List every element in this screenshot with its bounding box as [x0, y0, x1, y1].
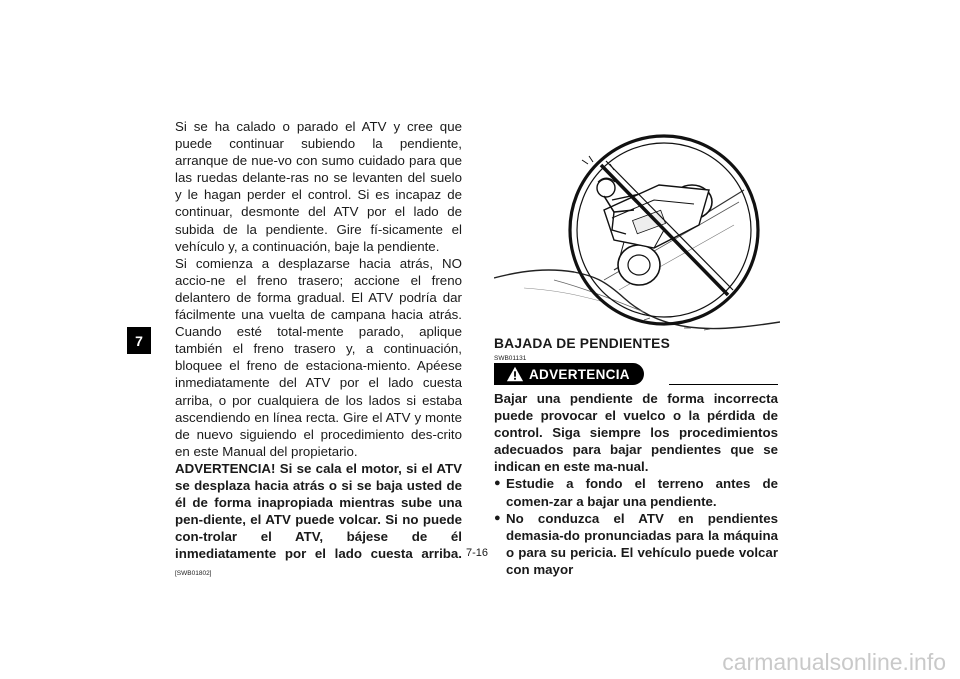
section-code: SWB01131	[494, 355, 527, 362]
watermark: carmanualsonline.info	[722, 649, 946, 675]
atv-icon	[604, 185, 712, 285]
warning-rule	[669, 384, 778, 385]
left-column	[175, 118, 462, 583]
page-number: 7-16	[466, 547, 489, 559]
warning-paragraph	[175, 460, 462, 583]
warning-label-box	[494, 363, 644, 385]
paragraph-rolling-backwards: Si comienza a desplazarse hacia atrás, NO accio-ne el freno trasero; accione el freno delantero de forma gradual. El ATV podría dar fácilmente una vuelta de campana hacia atrás. Cuando esté total-mente parado, aplique también el freno trasero y, a continuación, bloquee el freno de estaciona-miento. Apéese inmediatamente del ATV por el lado cuesta arriba, o por cualquiera de los lados si estaba ascendiendo en línea recta. Gire el ATV y monte de nuevo siguiendo el procedimiento des-crito en este Manual del propietario.	[175, 255, 462, 459]
list-item	[494, 510, 778, 578]
list-item-text: No conduzca el ATV en pendientes demasia-do pronunciadas para la máquina o para su pericia. El vehículo puede volcar con mayor	[506, 510, 778, 577]
warning-label: ADVERTENCIA	[529, 366, 630, 382]
atv-downhill-prohibited-illustration	[494, 130, 780, 342]
bullet-icon: ●	[494, 477, 501, 490]
section-title: BAJADA DE PENDIENTES	[494, 336, 670, 351]
warning-text: ADVERTENCIA! Si se cala el motor, si el ATV se desplaza hacia atrás o si se baja usted de él de forma inapropiada mientras sube una pen-diente, el ATV puede volcar. Si no puede con-trolar el ATV, bájese de él inmediatamente por el lado cuesta arriba.	[175, 460, 462, 562]
chapter-tab: 7	[127, 327, 151, 354]
right-column	[494, 390, 778, 578]
warning-reference-code: [SWB01802]	[175, 570, 212, 578]
warning-triangle-icon	[506, 365, 524, 383]
list-item-text: Estudie a fondo el terreno antes de comen-zar a bajar una pendiente.	[506, 476, 778, 509]
prohibition-circle-icon	[570, 136, 758, 324]
bullet-icon: ●	[494, 511, 501, 524]
warning-intro: Bajar una pendiente de forma incorrecta puede provocar el vuelco o la pérdida de control. Siga siempre los procedimientos adecuados para bajar pendientes que se indican en este ma-nual.	[494, 391, 778, 475]
paragraph-restart-on-slope: Si se ha calado o parado el ATV y cree que puede continuar subiendo la pendiente, arranque de nue-vo con sumo cuidado para que las ruedas delante-ras no se levanten del suelo y le hagan perder el control. Si es incapaz de continuar, desmonte del ATV por el lado de subida de la pendiente. Gire fí-sicamente el vehículo y, a continuación, baje la pendiente.	[175, 119, 462, 254]
warning-banner	[494, 363, 778, 385]
list-item	[494, 475, 778, 509]
